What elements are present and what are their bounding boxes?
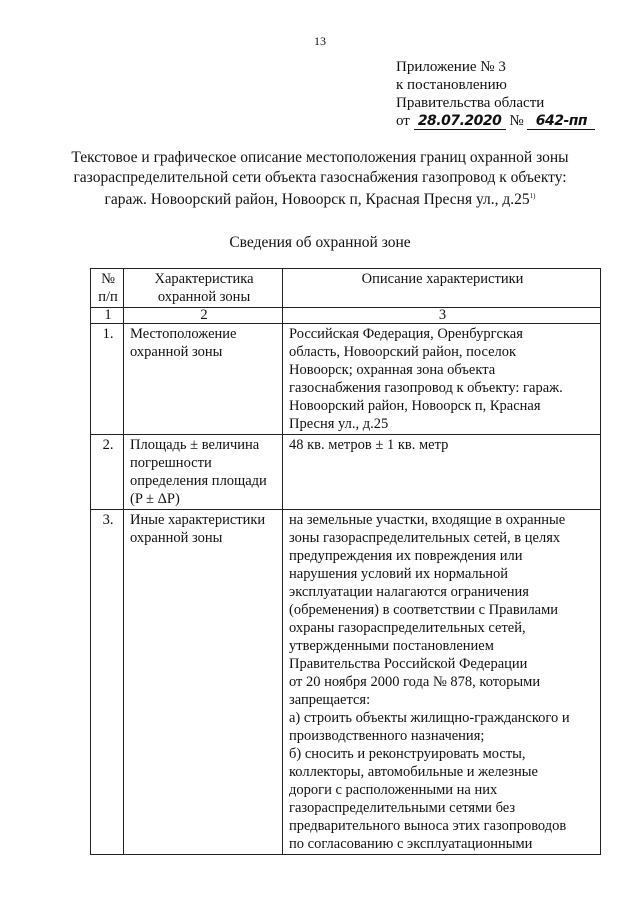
row-number: 3. [91, 510, 124, 855]
handwritten-number: 642-пп [527, 113, 595, 130]
header-characteristic: Характеристика охранной зоны [124, 269, 283, 308]
index-cell-2: 2 [124, 308, 283, 324]
document-title [60, 148, 580, 210]
row-characteristic: Иные характеристики охранной зоны [124, 510, 283, 855]
section-title: Сведения об охранной зоне [229, 234, 411, 251]
row-characteristic: Площадь ± величина погрешности определения площади (P ± ΔP) [124, 435, 283, 510]
footnote-mark: 1) [529, 192, 536, 200]
header-description: Описание характеристики [283, 269, 601, 308]
zone-info-table [90, 268, 601, 855]
header-number: № п/п [91, 269, 124, 308]
date-prefix: от [396, 113, 410, 129]
row-characteristic: Местоположение охранной зоны [124, 324, 283, 435]
table-row [91, 510, 601, 855]
row-description: на земельные участки, входящие в охранные зоны газораспределительных сетей, в целях предупреждения их повреждения или нарушения условий их нормальной эксплуатации налагаются ограничения (обременения) в соответствии с Правилами охраны газораспределительных сетей, утвержденными постановлением Правительства Российской Федерации от 20 ноября 2000 года № 878, которыми запрещается: а) строить объекты жилищно-гражданского и производственного назначения; б) сносить и реконструировать мосты, коллекторы, автомобильные и железные дороги с расположенными на них газораспределительными сетями без предварительного выноса этих газопроводов по согласованию с эксплуатационными [283, 510, 601, 855]
row-description: Российская Федерация, Оренбургская область, Новоорский район, поселок Новоорск; охранная зона объекта газоснабжения газопровод к объекту: гараж. Новоорский район, Новоорск п, Красная Пресня ул., д.25 [283, 324, 601, 435]
page-number: 13 [314, 34, 326, 48]
appendix-block [396, 58, 595, 130]
number-prefix: № [509, 113, 524, 129]
appendix-date-line [396, 112, 595, 130]
appendix-authority: Правительства области [396, 95, 545, 111]
appendix-ref: к постановлению [396, 77, 507, 93]
table-row [91, 435, 601, 510]
row-number: 1. [91, 324, 124, 435]
row-description: 48 кв. метров ± 1 кв. метр [283, 435, 601, 510]
table-header-row [91, 269, 601, 308]
table-index-row [91, 308, 601, 324]
index-cell-3: 3 [283, 308, 601, 324]
appendix-title: Приложение № 3 [396, 59, 506, 75]
index-cell-1: 1 [91, 308, 124, 324]
table-row [91, 324, 601, 435]
document-title-text: Текстовое и графическое описание местоположения границ охранной зоны газораспределительной сети объекта газоснабжения газопровод к объекту: гараж. Новоорский район, Новоорск п, Красная Пресня ул., д.25 [71, 149, 569, 209]
row-number: 2. [91, 435, 124, 510]
handwritten-date: 28.07.2020 [414, 113, 506, 130]
